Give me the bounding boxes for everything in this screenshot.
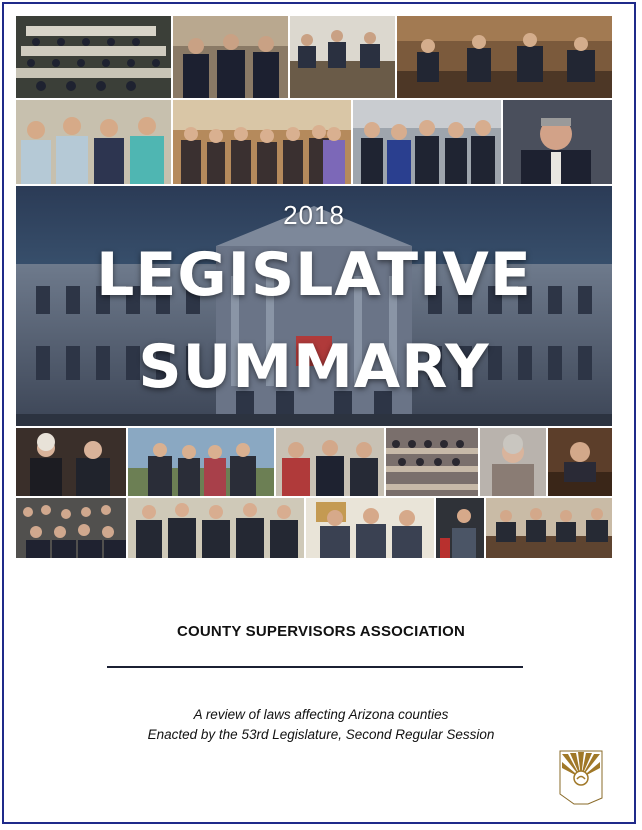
photo-group-of-three bbox=[173, 16, 288, 98]
photo-speaker-portrait bbox=[503, 100, 612, 184]
photo-group-office bbox=[173, 100, 351, 184]
cover-title-line2: SUMMARY bbox=[138, 332, 490, 402]
photo-board-meeting bbox=[486, 498, 612, 558]
cover-year: 2018 bbox=[283, 200, 345, 230]
photo-outdoor-group bbox=[128, 428, 274, 496]
photo-podium-speaker bbox=[436, 498, 484, 558]
photo-couple-event bbox=[16, 428, 126, 496]
photo-four-men bbox=[16, 100, 171, 184]
photo-woman-at-dais bbox=[548, 428, 612, 496]
photo-committee-room bbox=[397, 16, 612, 98]
organization-name: COUNTY SUPERVISORS ASSOCIATION bbox=[177, 623, 465, 640]
divider-rule bbox=[107, 666, 523, 668]
photo-roundtable bbox=[290, 16, 395, 98]
title-banner bbox=[16, 186, 612, 426]
photo-woman-speaking bbox=[480, 428, 546, 496]
subtitle-line2: Enacted by the 53rd Legislature, Second Regular Session bbox=[147, 727, 495, 742]
photo-group-of-five bbox=[353, 100, 501, 184]
photo-conference-audience bbox=[386, 428, 478, 496]
photo-three-men-indoors bbox=[276, 428, 384, 496]
photo-three-men-logo-wall bbox=[306, 498, 434, 558]
arizona-state-sun-icon bbox=[556, 748, 606, 806]
photo-seated-audience bbox=[16, 498, 126, 558]
photo-meeting-hall bbox=[16, 16, 171, 98]
subtitle-line1: A review of laws affecting Arizona counties bbox=[193, 707, 449, 722]
photo-collage bbox=[16, 16, 612, 558]
photo-five-men bbox=[128, 498, 304, 558]
cover-title-line1: LEGISLATIVE bbox=[96, 240, 532, 310]
